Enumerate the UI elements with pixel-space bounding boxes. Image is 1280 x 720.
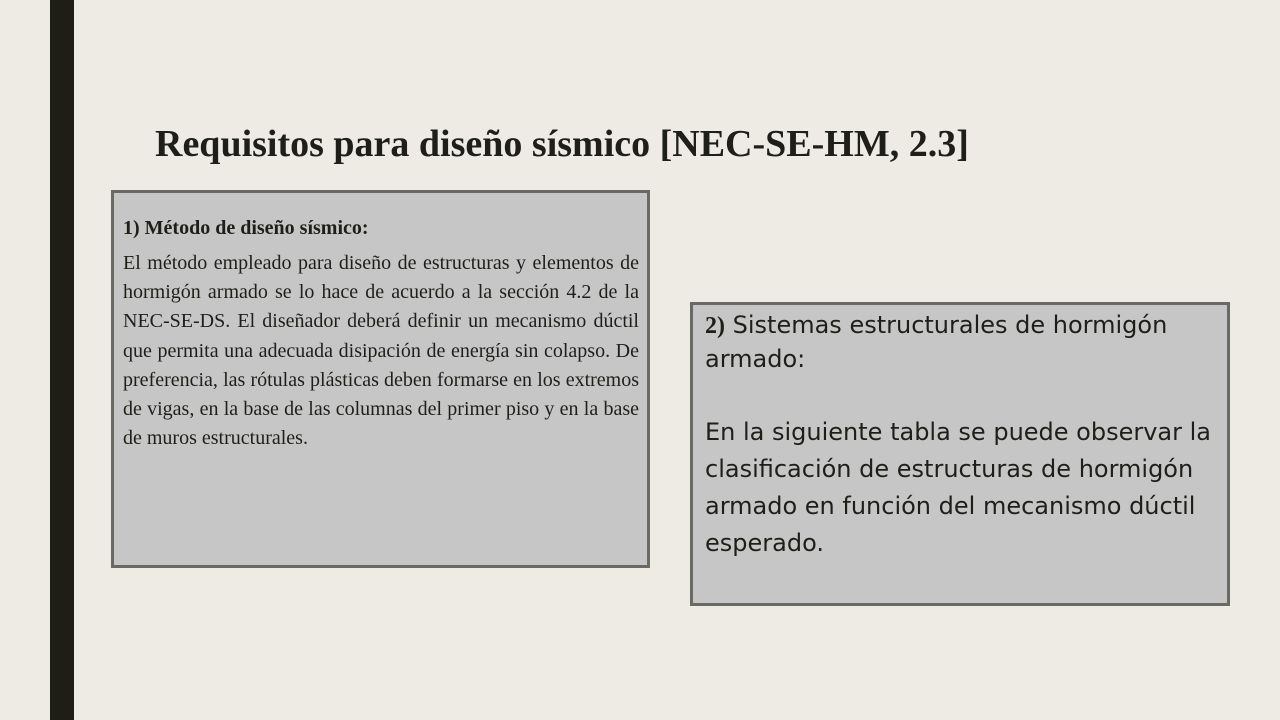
side-accent-bar: [50, 0, 74, 720]
structural-systems-heading-number: 2): [705, 313, 725, 339]
seismic-design-method-heading: 1) Método de diseño sísmico:: [123, 217, 369, 239]
structural-systems-heading-text: Sistemas estructurales de hormigón armado:: [705, 311, 1168, 373]
slide-title: Requisitos para diseño sísmico [NEC-SE-HM, 2.3]: [155, 123, 969, 165]
paragraph-spacer: [705, 376, 1215, 414]
seismic-design-method-box: [111, 190, 650, 568]
structural-systems-text: En la siguiente tabla se puede observar la clasificación de estructuras de hormigón armado en función del mecanismo dúctil esperado.: [705, 418, 1212, 557]
structural-systems-heading: [705, 309, 1215, 376]
seismic-design-method-text: El método empleado para diseño de estructuras y elementos de hormigón armado se lo hace de acuerdo a la sección 4.2 de la NEC-SE-DS. El diseñador deberá definir un mecanismo dúctil que permita una adecuada disipación de energía sin colapso. De preferencia, las rótulas plásticas deben formarse en los extremos de vigas, en la base de las columnas del primer piso y en la base de muros estructurales.: [123, 252, 639, 450]
structural-systems-box: [690, 302, 1230, 606]
